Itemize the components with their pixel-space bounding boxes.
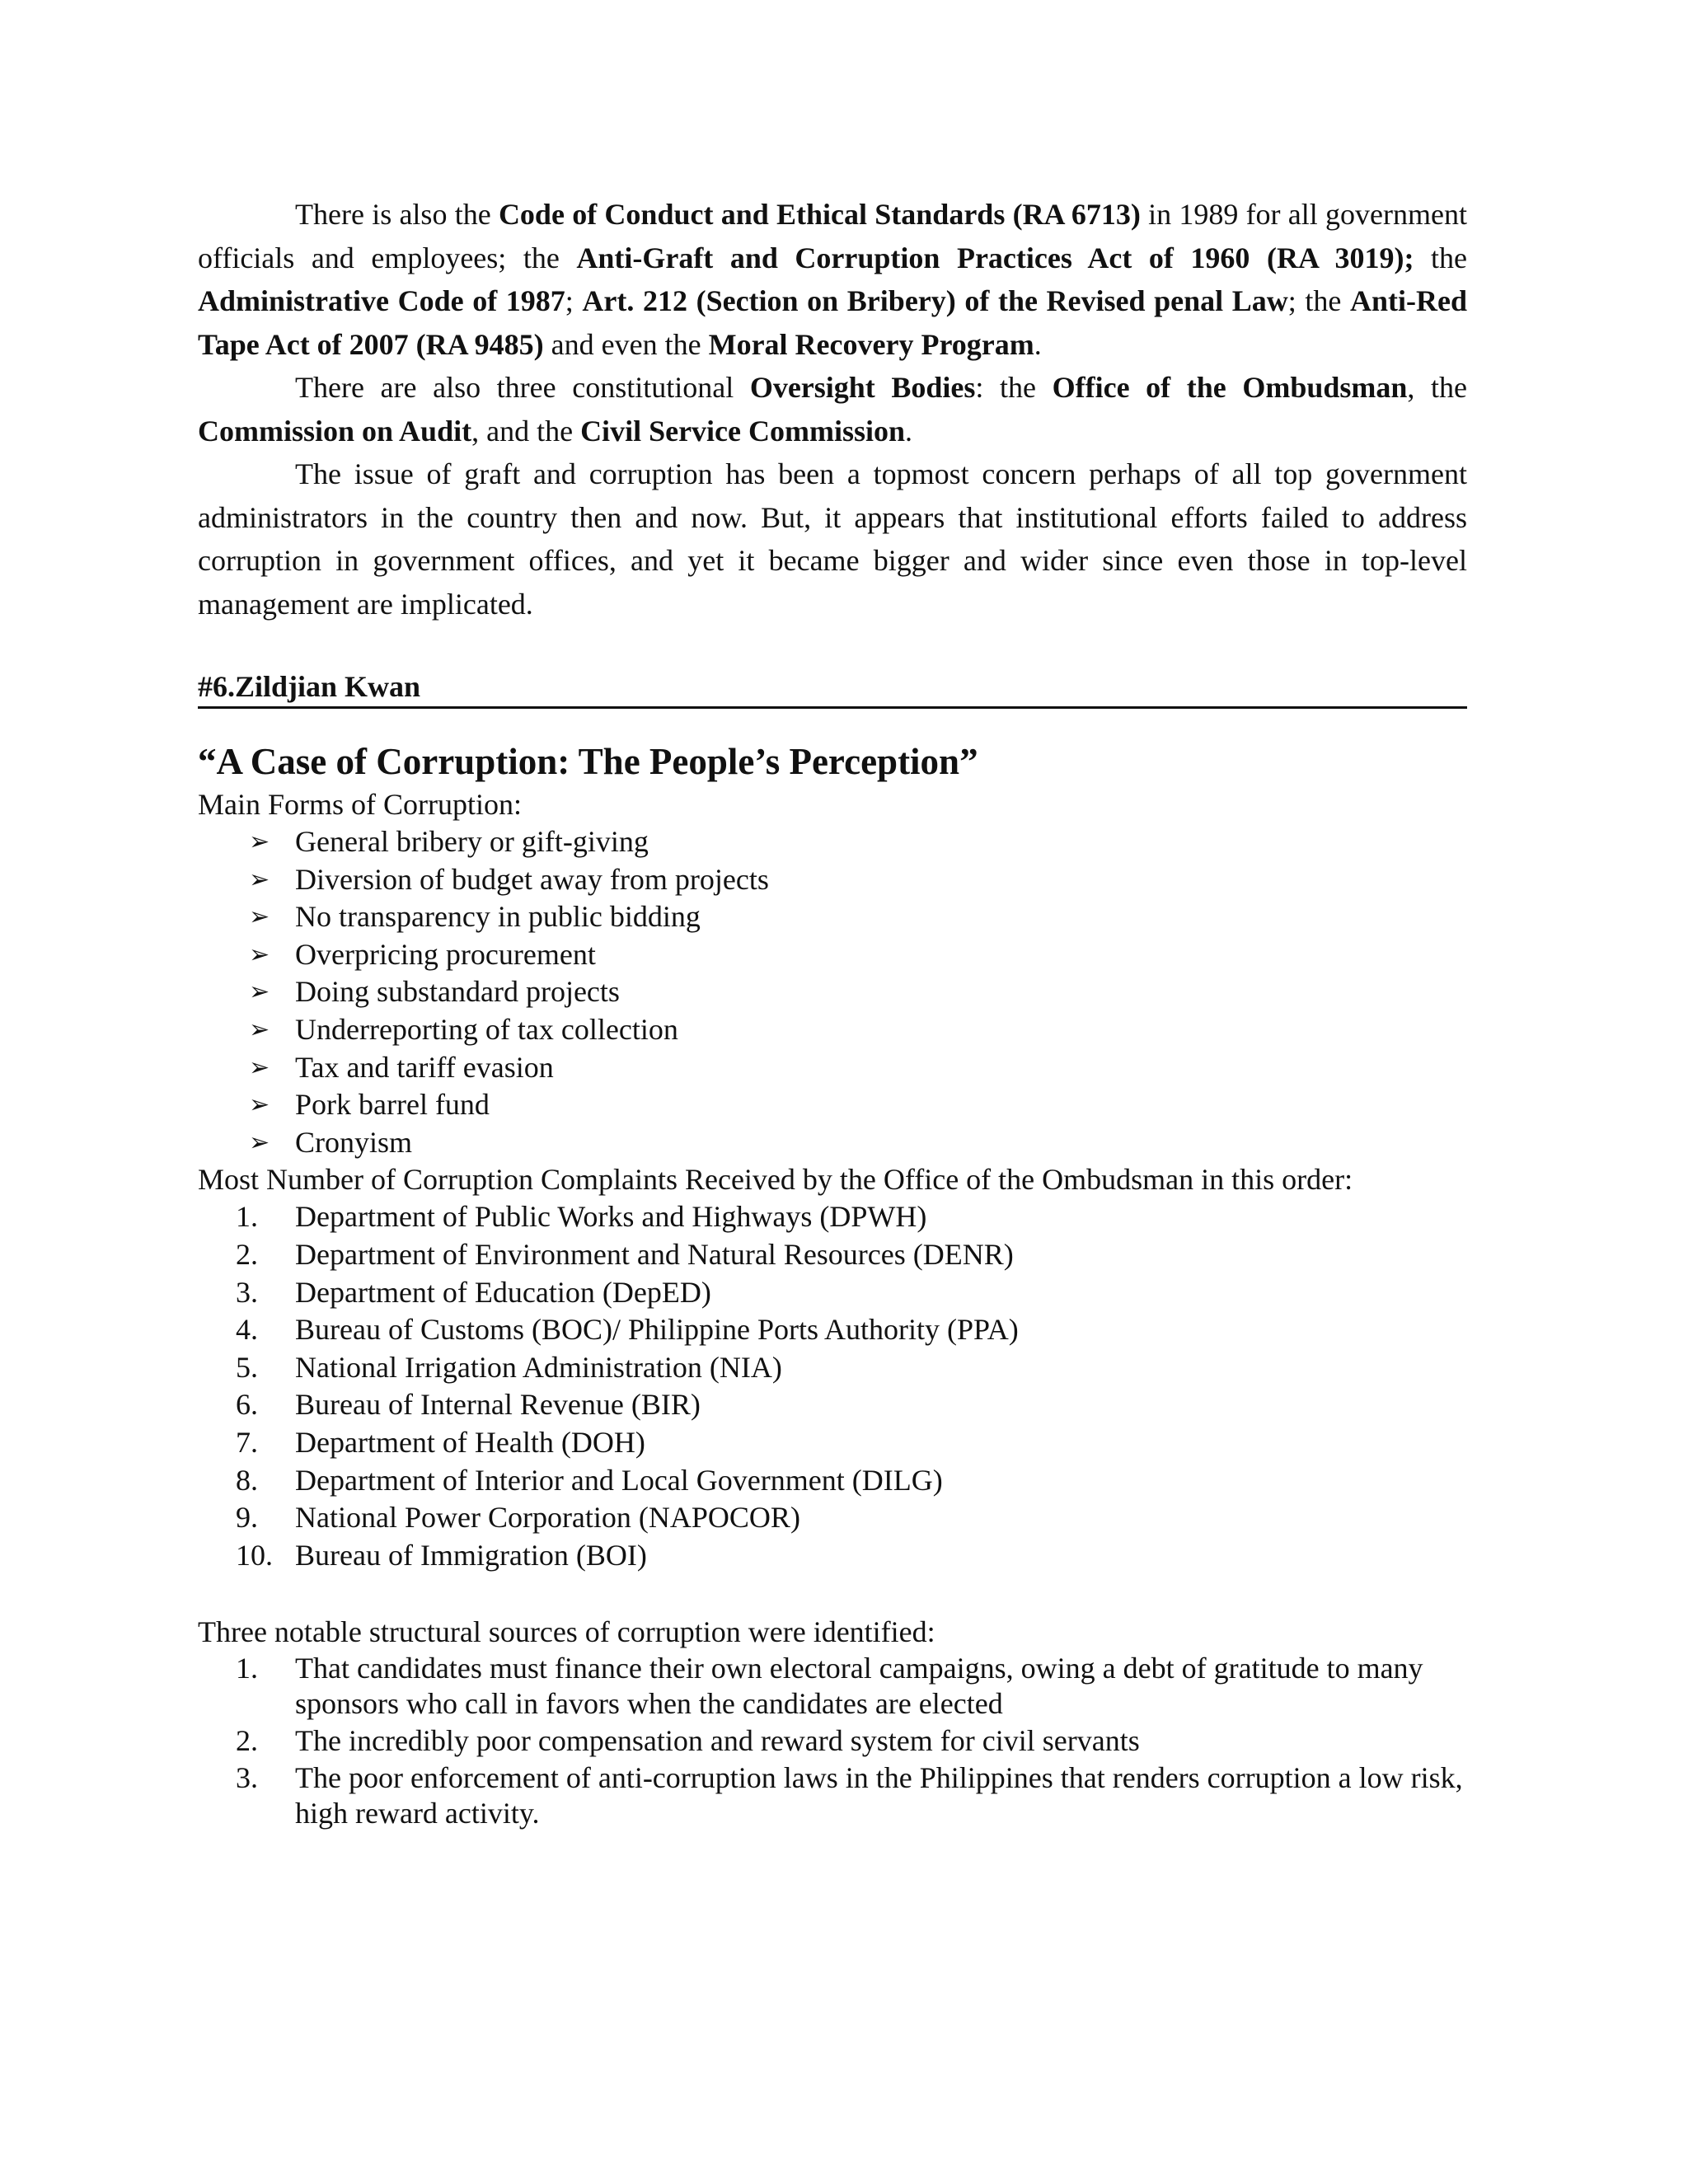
bold-phrase: Office of the Ombudsman	[1052, 371, 1408, 404]
list-number: 1.	[236, 1652, 258, 1685]
list-item-text: Bureau of Customs (BOC)/ Philippine Ports Authority (PPA)	[295, 1313, 1019, 1347]
list-item-text: That candidates must finance their own electoral campaigns, owing a debt of gratitude to many sponsors who call in favors when the candidates are elected	[295, 1652, 1423, 1721]
section-title: “A Case of Corruption: The People’s Perception”	[198, 741, 978, 782]
list-item-text: Bureau of Immigration (BOI)	[295, 1538, 647, 1572]
text-run: ;	[565, 284, 583, 317]
text-run: , the	[1407, 371, 1467, 404]
page-content	[198, 193, 1467, 1833]
list-item	[198, 1198, 1467, 1236]
list-item	[198, 1049, 1467, 1087]
complaints-heading: Most Number of Corruption Complaints Received by the Office of the Ombudsman in this order:	[198, 1163, 1353, 1197]
intro-paragraph-issue	[198, 452, 1467, 626]
list-item-text: Underreporting of tax collection	[295, 1012, 678, 1046]
list-item-text: Bureau of Internal Revenue (BIR)	[295, 1388, 701, 1422]
list-number: 10.	[236, 1538, 273, 1572]
list-number: 8.	[236, 1463, 258, 1497]
arrow-bullet-icon: ➢	[249, 1090, 270, 1120]
forms-heading: Main Forms of Corruption:	[198, 788, 522, 821]
list-item-text: General bribery or gift-giving	[295, 825, 649, 858]
list-item	[198, 1537, 1467, 1575]
list-item	[198, 1651, 1467, 1722]
arrow-bullet-icon: ➢	[249, 1127, 270, 1157]
list-number: 5.	[236, 1350, 258, 1384]
list-number: 2.	[236, 1237, 258, 1271]
sources-heading: Three notable structural sources of corruption were identified:	[198, 1615, 935, 1649]
list-item-text: The incredibly poor compensation and reward system for civil servants	[295, 1724, 1140, 1758]
list-item	[198, 973, 1467, 1011]
bold-phrase: Administrative Code of 1987	[198, 284, 565, 317]
list-item	[198, 936, 1467, 974]
bold-phrase: Art. 212 (Section on Bribery) of the Revised penal Law	[582, 284, 1288, 317]
arrow-bullet-icon: ➢	[249, 865, 270, 894]
list-item	[198, 1086, 1467, 1124]
arrow-bullet-icon: ➢	[249, 827, 270, 856]
text-run: the	[1414, 241, 1467, 274]
bold-phrase: Commission on Audit	[198, 414, 472, 448]
list-item	[198, 861, 1467, 899]
list-item	[198, 823, 1467, 861]
list-item-text: Diversion of budget away from projects	[295, 862, 769, 896]
bold-phrase: Oversight Bodies	[749, 371, 976, 404]
list-item-text: Pork barrel fund	[295, 1088, 490, 1122]
list-item	[198, 1424, 1467, 1462]
bold-phrase: Civil Service Commission	[580, 414, 906, 448]
text-run: .	[1034, 327, 1042, 361]
text-run: There are also three constitutional	[295, 371, 750, 404]
list-item	[198, 1311, 1467, 1349]
list-item-text: Doing substandard projects	[295, 975, 620, 1009]
list-item-text: Department of Health (DOH)	[295, 1425, 645, 1459]
sources-list	[198, 1651, 1467, 1831]
list-item	[198, 1124, 1467, 1162]
list-number: 1.	[236, 1200, 258, 1234]
spacer	[198, 1574, 1467, 1614]
list-item	[198, 1462, 1467, 1500]
arrow-bullet-icon: ➢	[249, 902, 270, 932]
list-item	[198, 1011, 1467, 1049]
list-item	[198, 1499, 1467, 1537]
list-item	[198, 1386, 1467, 1424]
text-run: , and the	[471, 414, 581, 448]
bold-phrase: Anti-Red Tape Act of 2007 (RA 9485)	[198, 284, 1467, 361]
text-run: The issue of graft and corruption has been a topmost concern perhaps of all top government administrators in the country then and now. But, it appears that institutional efforts failed to address corruption in government offices, and yet it became bigger and wider since even those in top-level management are implicated.	[198, 457, 1467, 621]
list-item	[198, 1760, 1467, 1831]
list-item	[198, 1723, 1467, 1759]
list-item	[198, 1236, 1467, 1274]
list-number: 4.	[236, 1313, 258, 1347]
bold-phrase: Code of Conduct and Ethical Standards (RA 6713)	[498, 198, 1141, 231]
arrow-bullet-icon: ➢	[249, 1015, 270, 1044]
list-number: 9.	[236, 1501, 258, 1535]
list-item	[198, 898, 1467, 936]
bold-phrase: Moral Recovery Program	[708, 327, 1034, 361]
list-item-text: Overpricing procurement	[295, 937, 596, 971]
arrow-bullet-icon: ➢	[249, 940, 270, 969]
intro-paragraph-oversight	[198, 366, 1467, 452]
text-run: : the	[975, 371, 1053, 404]
arrow-bullet-icon: ➢	[249, 977, 270, 1007]
complaints-list	[198, 1198, 1467, 1574]
text-run: and even the	[543, 327, 709, 361]
forms-list	[198, 823, 1467, 1161]
bold-phrase: Anti-Graft and Corruption Practices Act of 1960 (RA 3019);	[576, 241, 1414, 274]
arrow-bullet-icon: ➢	[249, 1052, 270, 1082]
list-item-text: Cronyism	[295, 1125, 413, 1159]
list-number: 2.	[236, 1724, 258, 1758]
text-run: in 1989 for all government officials and employees; the	[198, 198, 1467, 274]
text-run: There is also the	[295, 198, 499, 231]
list-item-text: Tax and tariff evasion	[295, 1050, 554, 1084]
list-item-text: Department of Interior and Local Government (DILG)	[295, 1463, 943, 1497]
list-number: 3.	[236, 1761, 258, 1795]
list-item	[198, 1349, 1467, 1387]
list-item-text: National Power Corporation (NAPOCOR)	[295, 1501, 800, 1535]
list-number: 6.	[236, 1388, 258, 1422]
list-number: 7.	[236, 1425, 258, 1459]
list-item-text: No transparency in public bidding	[295, 900, 701, 934]
list-number: 3.	[236, 1275, 258, 1309]
section-header: #6.Zildjian Kwan	[198, 668, 1467, 709]
list-item	[198, 1274, 1467, 1312]
intro-paragraph-laws	[198, 193, 1467, 366]
list-item-text: Department of Education (DepED)	[295, 1275, 711, 1309]
list-item-text: National Irrigation Administration (NIA)	[295, 1350, 782, 1384]
text-run: ; the	[1287, 284, 1350, 317]
text-run: .	[905, 414, 913, 448]
list-item-text: Department of Public Works and Highways (DPWH)	[295, 1200, 927, 1234]
list-item-text: The poor enforcement of anti-corruption laws in the Philippines that renders corruption a low risk, high reward activity.	[295, 1761, 1463, 1830]
list-item-text: Department of Environment and Natural Resources (DENR)	[295, 1237, 1014, 1271]
